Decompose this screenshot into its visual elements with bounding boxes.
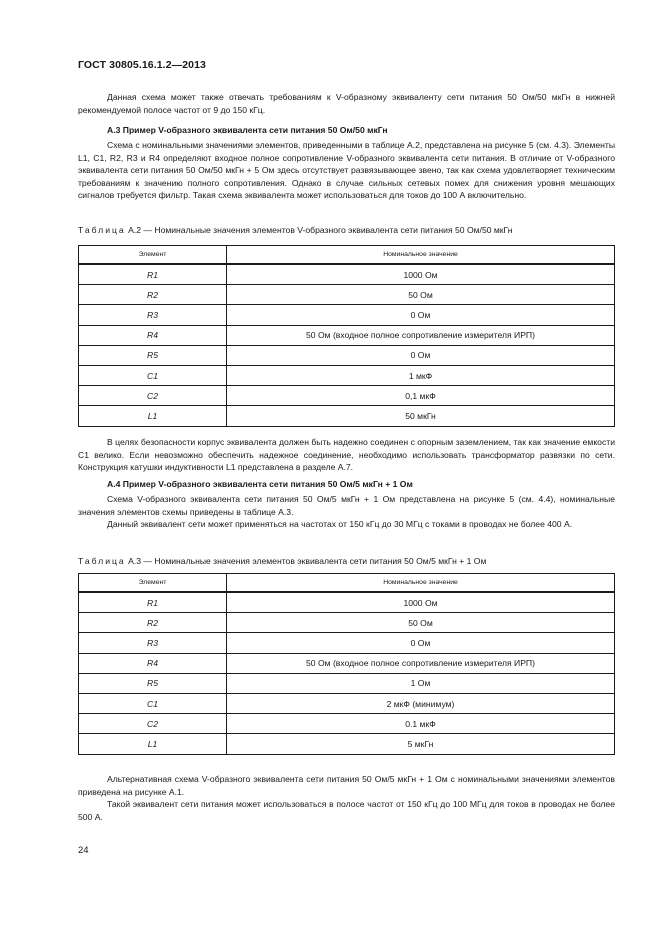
section-a4-text-2: Данный эквивалент сети может применяться на частотах от 150 кГц до 30 МГц с токами в проводах не более 400 А. [107,519,573,530]
value-cell: 50 Ом (входное полное сопротивление измерителя ИРП) [227,653,615,673]
value-cell: 0,1 мкФ [227,386,615,406]
table-a2 [78,245,615,427]
value-cell: 0 Ом [227,633,615,653]
section-a4-paragraph [78,493,615,531]
table-header-row [79,246,615,265]
table-a2-caption-text: А.2 — Номинальные значения элементов V-образного эквивалента сети питания 50 Ом/50 мкГн [125,225,513,235]
element-cell: R2 [79,285,227,305]
element-cell: R2 [79,613,227,633]
table-row [79,734,615,754]
element-cell: R1 [79,592,227,613]
table-a3 [78,573,615,755]
value-cell: 50 Ом [227,285,615,305]
column-header-element: Элемент [79,246,227,265]
value-cell: 1 мкФ [227,365,615,385]
section-a3-text: Схема с номинальными значениями элементов, приведенными в таблице А.2, представлена на рисунке 5 (см. 4.3). Элементы L1, C1, R2, R3 и R4 определяют входное полное сопротивление V-образного эквивалента сети питания. В отличие от V-образного эквивалента сети питания 50 Ом/50 мкГн + 5 Ом здесь отсутствует развязывающее звено, так как схема удовлетворяет техническим требованиям к значению полного сопротивления. Однако в случае сильных сетевых помех для снижения уровня мешающих сигналов требуется фильтр. Такая схема эквивалента может использоваться для токов до 100 А включительно. [78,140,615,201]
table-a3-caption-prefix: Таблица [78,556,126,566]
element-cell: R1 [79,264,227,285]
table-a2-caption-prefix: Таблица [78,225,126,235]
intro-paragraph [78,91,615,116]
value-cell: 50 Ом [227,613,615,633]
value-cell: 1 Ом [227,673,615,693]
value-cell: 0 Ом [227,345,615,365]
element-cell: R5 [79,345,227,365]
section-a4-text-1: Схема V-образного эквивалента сети питания 50 Ом/5 мкГн + 1 Ом представлена на рисунке 5 (см. 4.4), номинальные значения элементов схемы приведены в таблице А.3. [78,494,615,517]
value-cell: 5 мкГн [227,734,615,754]
closing-text-2: Такой эквивалент сети питания может использоваться в полосе частот от 150 кГц до 100 МГц для токов в проводах не более 500 А. [78,799,615,822]
safety-text: В целях безопасности корпус эквивалента должен быть надежно соединен с опорным заземлением, так как значение емкости C1 велико. Если невозможно обеспечить надежное соединение, необходимо использовать трансформатор развязки по сети. Конструкция катушки индуктивности L1 представлена в разделе А.7. [78,437,615,473]
section-a4-heading: А.4 Пример V-образного эквивалента сети питания 50 Ом/5 мкГн + 1 Ом [107,479,413,489]
value-cell: 50 Ом (входное полное сопротивление измерителя ИРП) [227,325,615,345]
section-a3-heading: А.3 Пример V-образного эквивалента сети питания 50 Ом/50 мкГн [107,125,388,135]
element-cell: C2 [79,386,227,406]
document-header: ГОСТ 30805.16.1.2—2013 [78,59,206,71]
column-header-value: Номинальное значение [227,246,615,265]
value-cell: 0 Ом [227,305,615,325]
table-row [79,613,615,633]
element-cell: C1 [79,365,227,385]
value-cell: 1000 Ом [227,592,615,613]
table-row [79,264,615,285]
element-cell: R5 [79,673,227,693]
element-cell: L1 [79,734,227,754]
table-row [79,386,615,406]
table-row [79,653,615,673]
column-header-element: Элемент [79,574,227,593]
column-header-value: Номинальное значение [227,574,615,593]
element-cell: C2 [79,714,227,734]
element-cell: R3 [79,305,227,325]
value-cell: 50 мкГн [227,406,615,426]
intro-text: Данная схема может также отвечать требованиям к V-образному эквиваленту сети питания 50 Ом/50 мкГн в нижней рекомендуемой полосе частот от 9 до 150 кГц. [78,92,615,115]
table-row [79,305,615,325]
table-row [79,592,615,613]
table-row [79,406,615,426]
table-a3-caption-text: А.3 — Номинальные значения элементов эквивалента сети питания 50 Ом/5 мкГн + 1 Ом [125,556,487,566]
element-cell: C1 [79,693,227,713]
table-a3-caption [78,556,486,566]
table-row [79,714,615,734]
element-cell: R4 [79,653,227,673]
safety-paragraph [78,436,615,474]
closing-paragraph [78,773,615,823]
table-a2-caption [78,225,512,235]
table-header-row [79,574,615,593]
closing-text-1: Альтернативная схема V-образного эквивалента сети питания 50 Ом/5 мкГн + 1 Ом с номинальными значениями элементов приведена на рисунке А.1. [78,774,615,797]
table-row [79,673,615,693]
table-row [79,325,615,345]
page-number: 24 [78,845,89,856]
table-row [79,693,615,713]
table-row [79,633,615,653]
element-cell: L1 [79,406,227,426]
table-row [79,285,615,305]
element-cell: R3 [79,633,227,653]
value-cell: 2 мкФ (минимум) [227,693,615,713]
element-cell: R4 [79,325,227,345]
value-cell: 1000 Ом [227,264,615,285]
section-a3-paragraph [78,139,615,202]
table-row [79,365,615,385]
value-cell: 0.1 мкФ [227,714,615,734]
table-row [79,345,615,365]
